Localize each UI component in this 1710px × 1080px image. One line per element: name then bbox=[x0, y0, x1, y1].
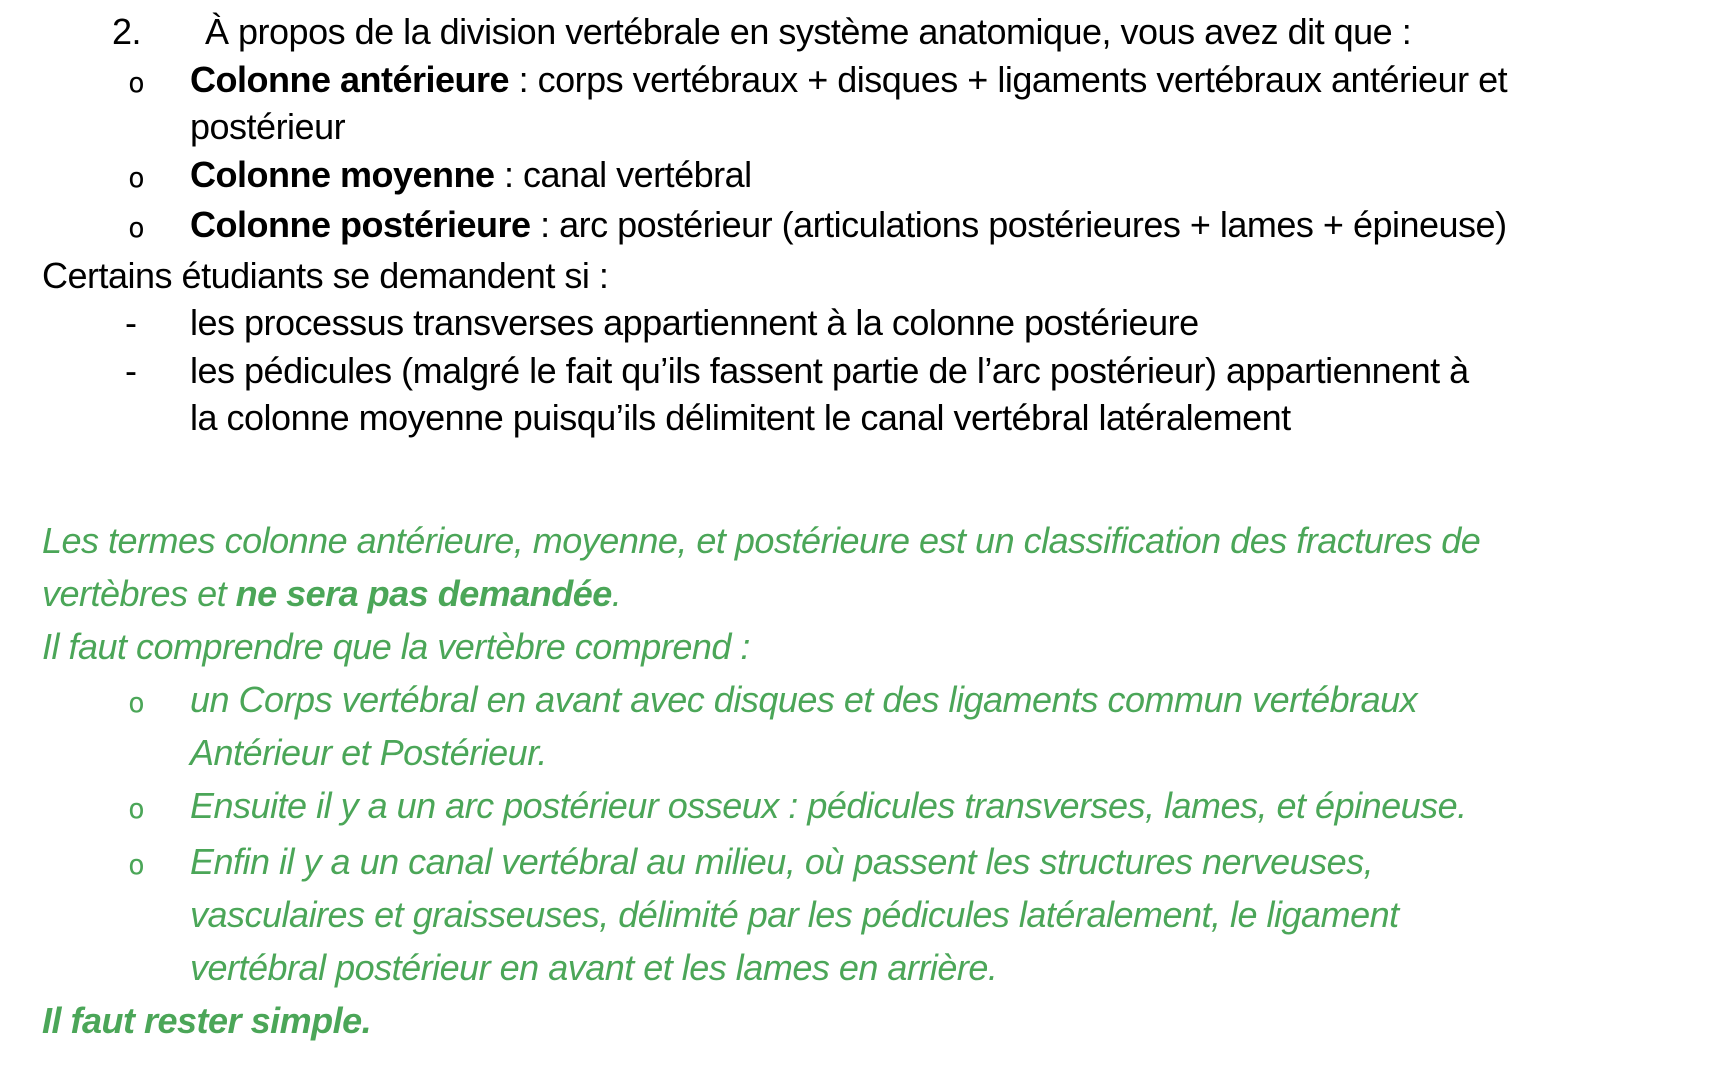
list-item-colonne-anterieure bbox=[42, 56, 1680, 151]
circle-bullet-marker: o bbox=[128, 211, 145, 244]
dash-bullet-marker: - bbox=[125, 302, 137, 343]
student-question-item bbox=[42, 347, 1680, 442]
term-colonne-anterieure: Colonne antérieure bbox=[190, 58, 510, 100]
text-line: les processus transverses appartiennent à la colonne postérieure bbox=[190, 302, 1199, 343]
text-line: Ensuite il y a un arc postérieur osseux : pédicules transverses, lames, et épineuse. bbox=[190, 784, 1467, 826]
students-intro-text: Certains étudiants se demandent si : bbox=[42, 254, 609, 296]
term-colonne-moyenne: Colonne moyenne bbox=[190, 153, 495, 195]
note-bullet-arc-posterieur bbox=[42, 779, 1680, 835]
closing-statement: Il faut rester simple. bbox=[42, 999, 372, 1041]
student-question-item bbox=[42, 299, 1680, 347]
text-line: la colonne moyenne puisqu’ils délimitent le canal vertébral latéralement bbox=[190, 397, 1291, 438]
text-line bbox=[190, 201, 1680, 249]
term-definition: : arc postérieur (articulations postérieures + lames + épineuse) bbox=[530, 204, 1507, 245]
answer-note-section bbox=[42, 514, 1680, 1047]
text-line: vertébral postérieur en avant et les lames en arrière. bbox=[190, 946, 998, 988]
text-line: postérieur bbox=[190, 106, 346, 147]
text-line: vasculaires et graisseuses, délimité par les pédicules latéralement, le ligament bbox=[190, 893, 1399, 935]
text-line bbox=[42, 567, 1680, 620]
circle-bullet-marker: o bbox=[128, 65, 145, 99]
list-item-colonne-posterieure bbox=[42, 201, 1680, 252]
text-line bbox=[190, 151, 1680, 199]
term-definition: : canal vertébral bbox=[494, 153, 752, 195]
circle-bullet-marker: o bbox=[128, 160, 145, 194]
text-segment: vertèbres et bbox=[42, 572, 236, 614]
term-colonne-posterieure: Colonne postérieure bbox=[190, 204, 531, 245]
circle-bullet-marker: o bbox=[128, 685, 145, 719]
circle-bullet-marker: o bbox=[128, 791, 145, 825]
text-segment: . bbox=[611, 572, 622, 614]
term-definition: : corps vertébraux + disques + ligaments vertébraux antérieur et bbox=[509, 58, 1508, 100]
list-item-colonne-moyenne bbox=[42, 151, 1680, 202]
question-text: À propos de la division vertébrale en système anatomique, vous avez dit que : bbox=[205, 11, 1412, 52]
dash-bullet-marker: - bbox=[125, 349, 137, 391]
text-line: un Corps vertébral en avant avec disques et des ligaments commun vertébraux bbox=[190, 678, 1418, 720]
emphasized-text: ne sera pas demandée bbox=[235, 572, 612, 614]
text-line: Les termes colonne antérieure, moyenne, et postérieure est un classification des fractures de bbox=[42, 519, 1481, 561]
circle-bullet-marker: o bbox=[128, 847, 145, 881]
text-line bbox=[190, 56, 1680, 104]
note-paragraph: Il faut comprendre que la vertèbre comprend : bbox=[42, 625, 750, 667]
numbered-item bbox=[42, 8, 1680, 56]
text-line: Antérieur et Postérieur. bbox=[190, 731, 547, 773]
text-line: les pédicules (malgré le fait qu’ils fassent partie de l’arc postérieur) appartiennent à bbox=[190, 349, 1469, 391]
note-bullet-canal-vertebral bbox=[42, 835, 1680, 994]
note-paragraph bbox=[42, 514, 1680, 620]
text-line: Enfin il y a un canal vertébral au milieu, où passent les structures nerveuses, bbox=[190, 840, 1374, 882]
question-number: 2. bbox=[112, 11, 142, 52]
note-bullet-corps-vertebral bbox=[42, 673, 1680, 779]
question-section bbox=[42, 8, 1680, 442]
